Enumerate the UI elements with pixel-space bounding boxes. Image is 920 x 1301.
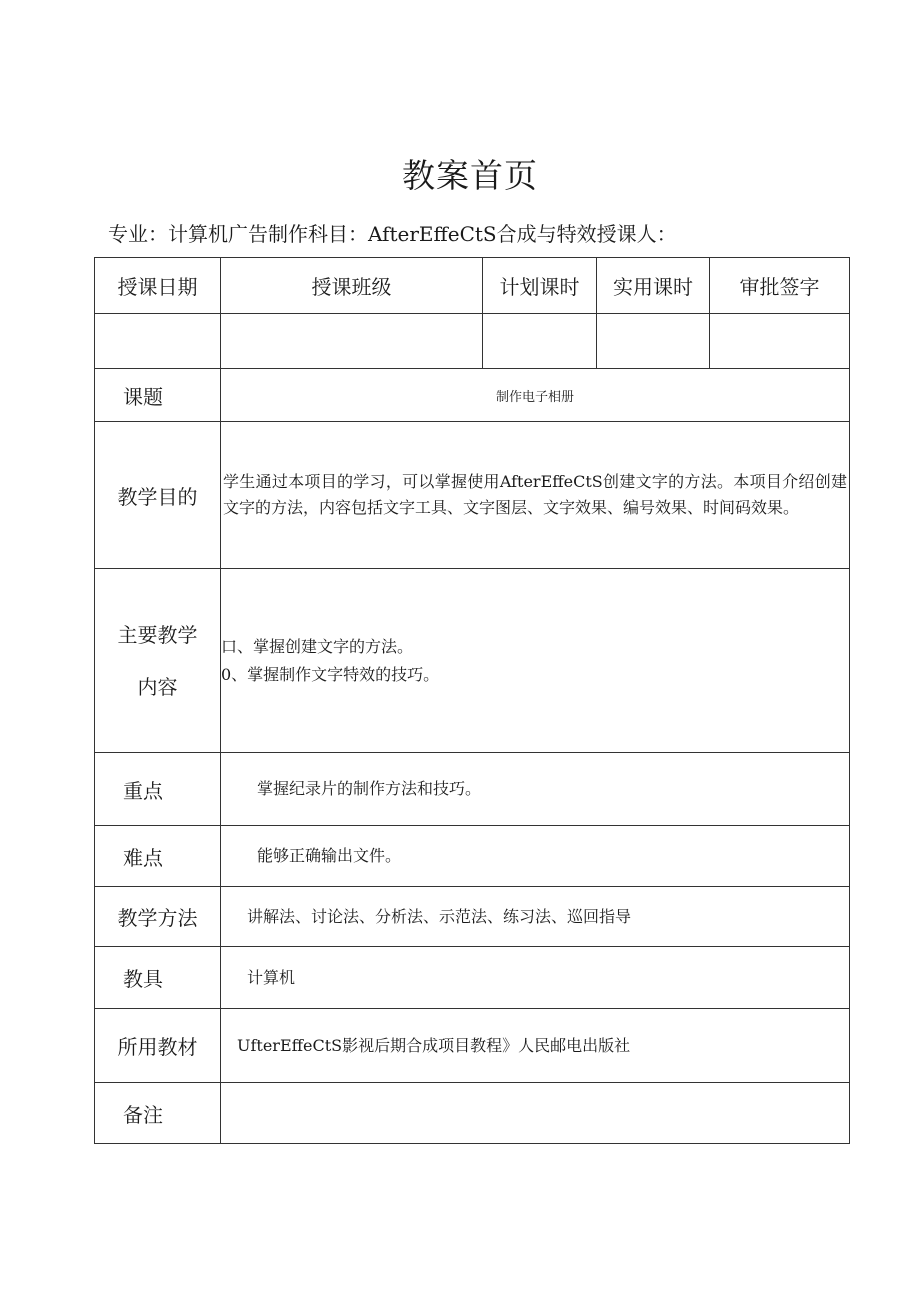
label-main-content-line2: 内容 xyxy=(137,674,178,699)
header-approval-signature: 审批签字 xyxy=(710,258,850,314)
value-main-content xyxy=(221,569,850,753)
lesson-plan-table xyxy=(94,257,850,1144)
label-topic: 课题 xyxy=(95,369,221,422)
row-main-content xyxy=(95,569,850,753)
cell-planned-hours xyxy=(483,314,597,369)
value-textbook: UfterEffeCtS影视后期合成项目教程》人民邮电出版社 xyxy=(221,1009,850,1083)
value-difficulty: 能够正确输出文件。 xyxy=(221,826,850,887)
header-planned-hours: 计划课时 xyxy=(483,258,597,314)
list-item: 口、掌握创建文字的方法。 xyxy=(221,636,414,656)
course-info-line: 专业：计算机广告制作科目：AfterEffeCtS合成与特效授课人： xyxy=(108,222,677,246)
label-textbook: 所用教材 xyxy=(95,1009,221,1083)
table-header-row xyxy=(95,258,850,314)
label-key-point: 重点 xyxy=(95,753,221,826)
value-objective: 学生通过本项目的学习，可以掌握使用AfterEffeCtS创建文字的方法。本项目介绍创建文字的方法，内容包括文字工具、文字图层、文字效果、编号效果、时间码效果。 xyxy=(221,422,850,569)
header-teaching-class: 授课班级 xyxy=(221,258,483,314)
page-title: 教案首页 xyxy=(402,156,538,195)
row-textbook xyxy=(95,1009,850,1083)
label-objective: 教学目的 xyxy=(95,422,221,569)
label-main-content xyxy=(95,569,221,753)
label-difficulty: 难点 xyxy=(95,826,221,887)
label-tools: 教具 xyxy=(95,947,221,1009)
value-method: 讲解法、讨论法、分析法、示范法、练习法、巡回指导 xyxy=(221,887,850,947)
header-actual-hours: 实用课时 xyxy=(597,258,710,314)
cell-teaching-date xyxy=(95,314,221,369)
value-tools: 计算机 xyxy=(221,947,850,1009)
row-tools xyxy=(95,947,850,1009)
cell-approval-signature xyxy=(710,314,850,369)
label-method: 教学方法 xyxy=(95,887,221,947)
cell-actual-hours xyxy=(597,314,710,369)
label-remarks: 备注 xyxy=(95,1083,221,1144)
row-difficulty xyxy=(95,826,850,887)
row-key-point xyxy=(95,753,850,826)
value-remarks xyxy=(221,1083,850,1144)
row-remarks xyxy=(95,1083,850,1144)
value-topic: 制作电子相册 xyxy=(221,369,850,422)
cell-teaching-class xyxy=(221,314,483,369)
list-item: 0、掌握制作文字特效的技巧。 xyxy=(221,664,440,684)
value-key-point: 掌握纪录片的制作方法和技巧。 xyxy=(221,753,850,826)
row-method xyxy=(95,887,850,947)
label-main-content-line1: 主要教学 xyxy=(117,622,198,647)
row-objective xyxy=(95,422,850,569)
row-topic xyxy=(95,369,850,422)
table-blank-row xyxy=(95,314,850,369)
header-teaching-date: 授课日期 xyxy=(95,258,221,314)
